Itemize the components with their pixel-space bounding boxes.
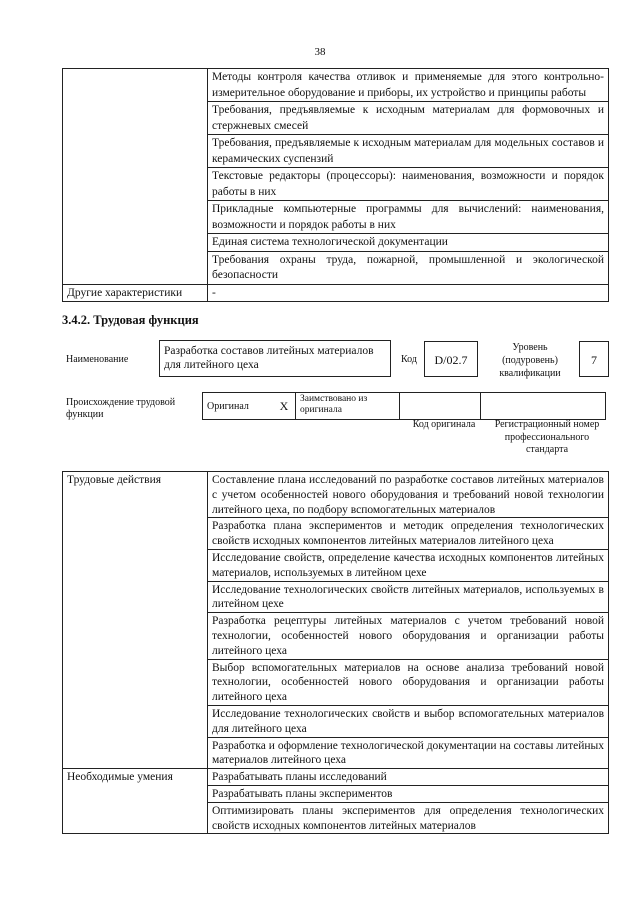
knowledge-row: Методы контроля качества отливок и применяемые для этого контрольно-измерительное оборудование и приборы, их устройство и принципы работы xyxy=(208,69,609,102)
origin-label: Происхождение трудовой функции xyxy=(66,397,176,420)
page-number: 38 xyxy=(314,46,326,58)
labor-action: Составление плана исследований по разработке составов литейных материалов с учетом особенностей нового оборудования и требований новой технологии литейного цеха, по подбору вспомогательных материалов xyxy=(208,472,609,518)
knowledge-row: Текстовые редакторы (процессоры): наименования, возможности и порядок работы в них xyxy=(208,168,609,201)
origin-table xyxy=(202,392,606,420)
labor-action: Разработка и оформление технологической документации на составы литейных материалов литейного цеха xyxy=(208,737,609,769)
knowledge-row: Требования, предъявляемые к исходным материалам для формовочных и стержневых смесей xyxy=(208,102,609,135)
original-code-cell xyxy=(400,393,481,420)
labor-action: Исследование свойств, определение качества исходных компонентов литейных материалов, используемых в литейном цехе xyxy=(208,549,609,581)
other-characteristics-value: - xyxy=(208,284,609,302)
function-name-box: Разработка составов литейных материалов для литейного цеха xyxy=(159,340,391,377)
required-skill: Разрабатывать планы исследований xyxy=(208,769,609,786)
labor-function-table xyxy=(62,471,609,834)
registration-number-caption: Регистрационный номер профессионального стандарта xyxy=(494,419,600,455)
knowledge-table xyxy=(62,68,609,302)
labor-actions-label: Трудовые действия xyxy=(63,472,208,769)
knowledge-label-cell xyxy=(63,69,208,285)
labor-action: Разработка рецептуры литейных материалов с учетом требований новой технологии, особенностей нового оборудования и организации работы литейного цеха xyxy=(208,613,609,659)
other-characteristics-label: Другие характеристики xyxy=(63,284,208,302)
knowledge-row: Требования, предъявляемые к исходным материалам для модельных составов и керамических суспензий xyxy=(208,135,609,168)
knowledge-row: Требования охраны труда, пожарной, промышленной и экологической безопасности xyxy=(208,251,609,284)
original-mark: X xyxy=(273,393,296,420)
labor-action: Разработка плана экспериментов и методик определения технологических свойств исходных компонентов литейных материалов литейного цеха xyxy=(208,518,609,550)
labor-action: Исследование технологических свойств литейных материалов, используемых в литейном цехе xyxy=(208,581,609,613)
registration-number-cell xyxy=(481,393,606,420)
original-label: Оригинал xyxy=(203,393,274,420)
name-label: Наименование xyxy=(66,354,129,365)
level-label: Уровень (подуровень) квалификации xyxy=(499,342,561,379)
knowledge-row: Прикладные компьютерные программы для вычислений: наименования, возможности и порядок работы в них xyxy=(208,201,609,234)
code-label: Код xyxy=(401,354,417,365)
borrowed-label: Заимствовано из оригинала xyxy=(296,393,400,420)
knowledge-row: Единая система технологической документации xyxy=(208,234,609,252)
required-skill: Оптимизировать планы экспериментов для определения технологических свойств исходных компонентов литейных материалов xyxy=(208,802,609,834)
section-title: 3.4.2. Трудовая функция xyxy=(62,313,199,327)
level-box: 7 xyxy=(579,341,609,377)
original-code-caption: Код оригинала xyxy=(412,419,476,430)
labor-action: Исследование технологических свойств и выбор вспомогательных материалов для литейного цеха xyxy=(208,705,609,737)
required-skills-label: Необходимые умения xyxy=(63,769,208,834)
code-box: D/02.7 xyxy=(424,341,478,377)
required-skill: Разрабатывать планы экспериментов xyxy=(208,785,609,802)
labor-action: Выбор вспомогательных материалов на основе анализа требований новой технологии, особенностей нового оборудования и организации работы литейного цеха xyxy=(208,659,609,705)
